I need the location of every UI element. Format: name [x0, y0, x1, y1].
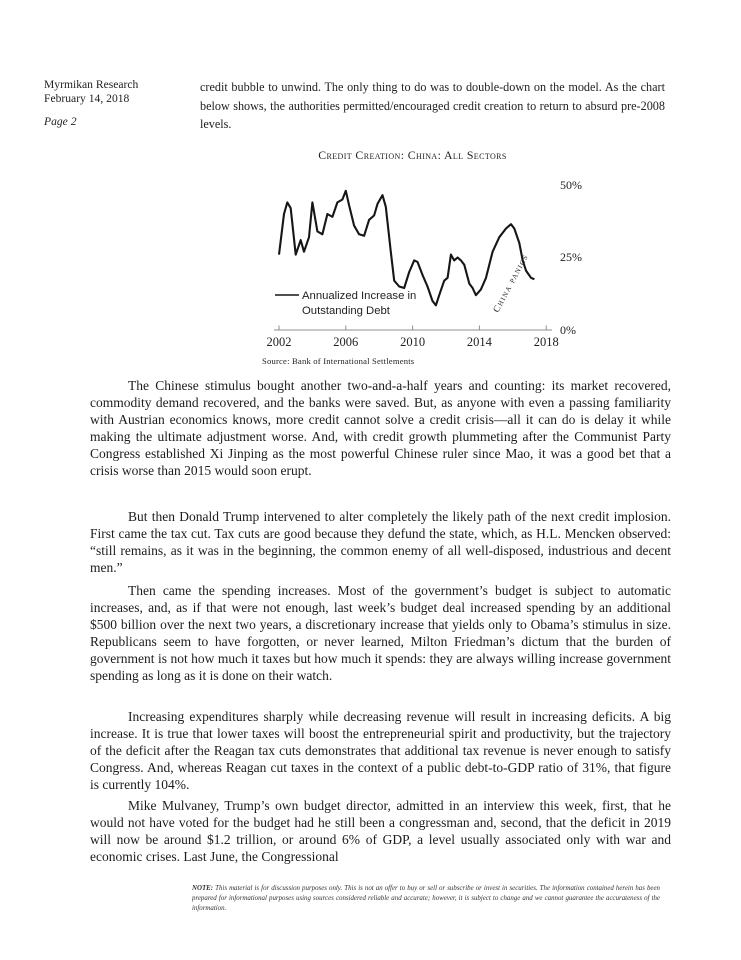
body-paragraph: Then came the spending increases. Most of the government’s budget is subject to automatic increases, and, as if that were not enough, last week’s budget deal increased spending by an additional $500 billion over the next two years, a discretionary increase that yields only to Obama’s stimulus in size. Republicans seem to have forgotten, or never learned, Milton Friedman’s dictum that the burden of government is not how much it taxes but how much it spends: they are always willing increase government spending as long as it is done on their watch. — [90, 583, 671, 683]
footer-note — [192, 884, 660, 914]
report-date: February 14, 2018 — [44, 92, 130, 105]
legend-label-line2: Outstanding Debt — [302, 305, 390, 317]
chart-title: Credit Creation: China: All Sectors — [318, 148, 507, 162]
legend-label-line1: Annualized Increase in — [302, 290, 417, 302]
y-tick-label-0: 0% — [560, 323, 576, 337]
credit-creation-chart — [230, 170, 595, 370]
page-header — [44, 78, 138, 129]
body-paragraph: Mike Mulvaney, Trump’s own budget director, admitted in an interview this week, first, that he would not have voted for the budget had he still been a congressman and, second, that the deficit in 2019 will now be around $1.2 trillion, or around 6% of GDP, a level usually associated only with war and economic crises. Last June, the Congressional — [90, 798, 671, 864]
chart-annotation: China panics — [491, 252, 532, 315]
note-text: This material is for discussion purposes only. This is not an offer to buy or sell or subscribe or invest in securities. The information contained herein has been prepared for informational purposes using sources considered reliable and accurate; however, it is subject to change and we cannot guarantee the accurateness of the information. — [192, 885, 660, 912]
x-tick-label-2006: 2006 — [333, 335, 359, 349]
page-number: Page 2 — [44, 115, 77, 128]
credit-growth-line — [279, 191, 534, 305]
y-tick-label-25: 25% — [560, 250, 582, 264]
x-tick-label-2002: 2002 — [266, 335, 292, 349]
x-tick-label-2018: 2018 — [533, 335, 559, 349]
body-paragraph: Increasing expenditures sharply while decreasing revenue will result in increasing deficits. A big increase. It is true that lower taxes will boost the entrepreneurial spirit and productivity, but the trajectory of the deficit after the Reagan tax cuts demonstrates that additional tax revenue is never enough to satisfy Congress. And, whereas Reagan cut taxes in the context of a public debt-to-GDP ratio of 31%, that figure is currently 104%. — [90, 709, 671, 792]
y-tick-label-50: 50% — [560, 178, 582, 192]
chart-source: Source: Bank of International Settlements — [262, 356, 415, 366]
body-paragraph: But then Donald Trump intervened to alter completely the likely path of the next credit implosion. First came the tax cut. Tax cuts are good because they defund the state, which, as H.L. Mencken observed: “still remains, as it was in the beginning, the common enemy of all well-disposed, industrious and decent men.” — [90, 509, 671, 575]
x-tick-label-2010: 2010 — [400, 335, 426, 349]
x-tick-label-2014: 2014 — [466, 335, 492, 349]
org-name: Myrmikan Research — [44, 78, 139, 91]
body-paragraph: The Chinese stimulus bought another two-and-a-half years and counting: its market recovered, commodity demand recovered, and the banks were saved. But, as anyone with even a passing familiarity with Austrian economics knows, more credit cannot solve a credit crisis—all it can do is delay it while making the ultimate adjustment worse. And, with credit growth plummeting after the Communist Party Congress established Xi Jinping as the most powerful Chinese ruler since Mao, it was a good bet that a crisis worse than 2015 would soon erupt. — [90, 378, 671, 478]
note-label: NOTE: — [192, 885, 214, 892]
intro-paragraph: credit bubble to unwind. The only thing to do was to double-down on the model. As the chart below shows, the authorities permitted/encouraged credit creation to return to absurd pre-2008 levels. — [200, 80, 665, 132]
